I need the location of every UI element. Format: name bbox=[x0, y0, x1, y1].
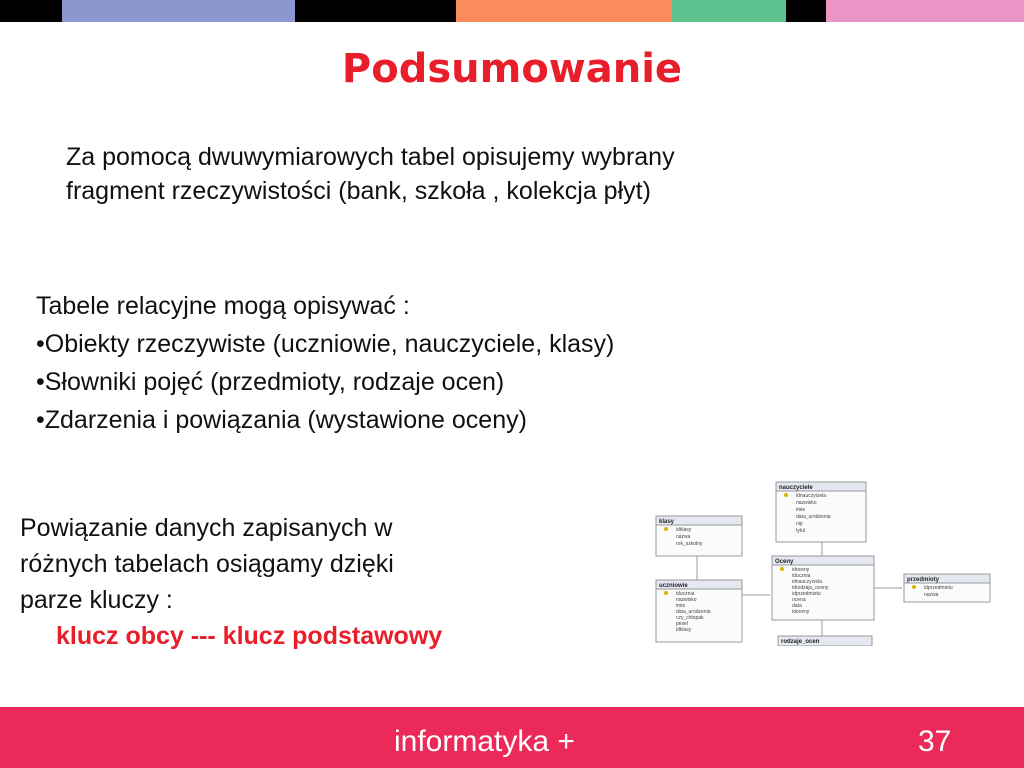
table-field: idoceny bbox=[792, 567, 810, 573]
bar-segment-blue bbox=[62, 0, 295, 22]
table-field: idrodzaju_oceny bbox=[792, 585, 829, 591]
table-field: data_urodzenia bbox=[796, 514, 831, 520]
table-field: pesel bbox=[676, 621, 688, 627]
list-item: •Słowniki pojęć (przedmioty, rodzaje ocen) bbox=[36, 368, 505, 396]
table-field: idoceny bbox=[792, 609, 810, 615]
table-field: tytul bbox=[796, 528, 806, 534]
keys-paragraph bbox=[20, 510, 580, 654]
table-field: idnauczyciela bbox=[796, 493, 827, 499]
intro-paragraph bbox=[66, 140, 946, 208]
key-icon bbox=[912, 585, 916, 589]
table-name: przedmioty bbox=[907, 577, 940, 583]
key-icon bbox=[780, 567, 784, 571]
footer-label: informatyka + bbox=[394, 725, 575, 758]
table-name: uczniowie bbox=[659, 583, 688, 589]
table-field: ocena bbox=[792, 597, 806, 603]
intro-line-1: Za pomocą dwuwymiarowych tabel opisujemy wybrany bbox=[66, 143, 675, 171]
table-field: nazwa bbox=[924, 592, 939, 598]
table-rodzaje-ocen bbox=[778, 636, 872, 646]
table-name: rodzaje_ocen bbox=[781, 639, 820, 645]
relational-tables-list bbox=[36, 287, 936, 439]
table-field: idklasy bbox=[676, 627, 692, 633]
list-item: •Zdarzenia i powiązania (wystawione oceny) bbox=[36, 406, 527, 434]
table-field: nazwisko bbox=[796, 500, 817, 506]
table-field: nazwisko bbox=[676, 597, 697, 603]
table-field: rok_szkolny bbox=[676, 541, 703, 547]
table-field: imie bbox=[676, 603, 686, 609]
top-color-bar bbox=[0, 0, 1024, 22]
table-nauczyciele bbox=[776, 482, 866, 542]
table-field: data bbox=[792, 603, 802, 609]
table-klasy bbox=[656, 516, 742, 556]
bar-segment-black-1 bbox=[0, 0, 62, 22]
keys-line-1: Powiązanie danych zapisanych w bbox=[20, 514, 393, 542]
table-name: Oceny bbox=[775, 559, 794, 565]
table-name: nauczyciele bbox=[779, 485, 813, 491]
bar-segment-black-2 bbox=[295, 0, 456, 22]
table-field: nip bbox=[796, 521, 803, 527]
table-field: idklasy bbox=[676, 527, 692, 533]
table-field: idprzedmiotu bbox=[924, 585, 953, 591]
database-diagram bbox=[652, 480, 996, 646]
key-icon bbox=[664, 527, 668, 531]
table-oceny bbox=[772, 556, 874, 620]
list-item: •Obiekty rzeczywiste (uczniowie, nauczyciele, klasy) bbox=[36, 330, 615, 358]
table-uczniowie bbox=[656, 580, 742, 642]
table-name: klasy bbox=[659, 519, 675, 525]
table-field: idnauczyciela bbox=[792, 579, 823, 585]
table-field: imie bbox=[796, 507, 806, 513]
intro-line-2: fragment rzeczywistości (bank, szkoła , kolekcja płyt) bbox=[66, 177, 651, 205]
keys-line-3: parze kluczy : bbox=[20, 586, 173, 614]
key-icon bbox=[784, 493, 788, 497]
slide-title: Podsumowanie bbox=[341, 46, 683, 92]
table-field: iducznia bbox=[676, 591, 695, 597]
table-field: nazwa bbox=[676, 534, 691, 540]
bar-segment-orange bbox=[456, 0, 672, 22]
table-przedmioty bbox=[904, 574, 990, 602]
table-field: data_urodzenia bbox=[676, 609, 711, 615]
page-number: 37 bbox=[918, 725, 952, 758]
bar-segment-pink bbox=[826, 0, 1024, 22]
bar-segment-green bbox=[672, 0, 786, 22]
bar-segment-black-3 bbox=[786, 0, 826, 22]
table-field: idprzedmiotu bbox=[792, 591, 821, 597]
keys-line-2: różnych tabelach osiągamy dzięki bbox=[20, 550, 394, 578]
footer-bar bbox=[0, 707, 1024, 768]
relational-heading: Tabele relacyjne mogą opisywać : bbox=[36, 292, 410, 320]
table-field: iducznia bbox=[792, 573, 811, 579]
table-field: czy_chlopak bbox=[676, 615, 704, 621]
key-icon bbox=[664, 591, 668, 595]
keys-highlight: klucz obcy --- klucz podstawowy bbox=[56, 622, 443, 650]
